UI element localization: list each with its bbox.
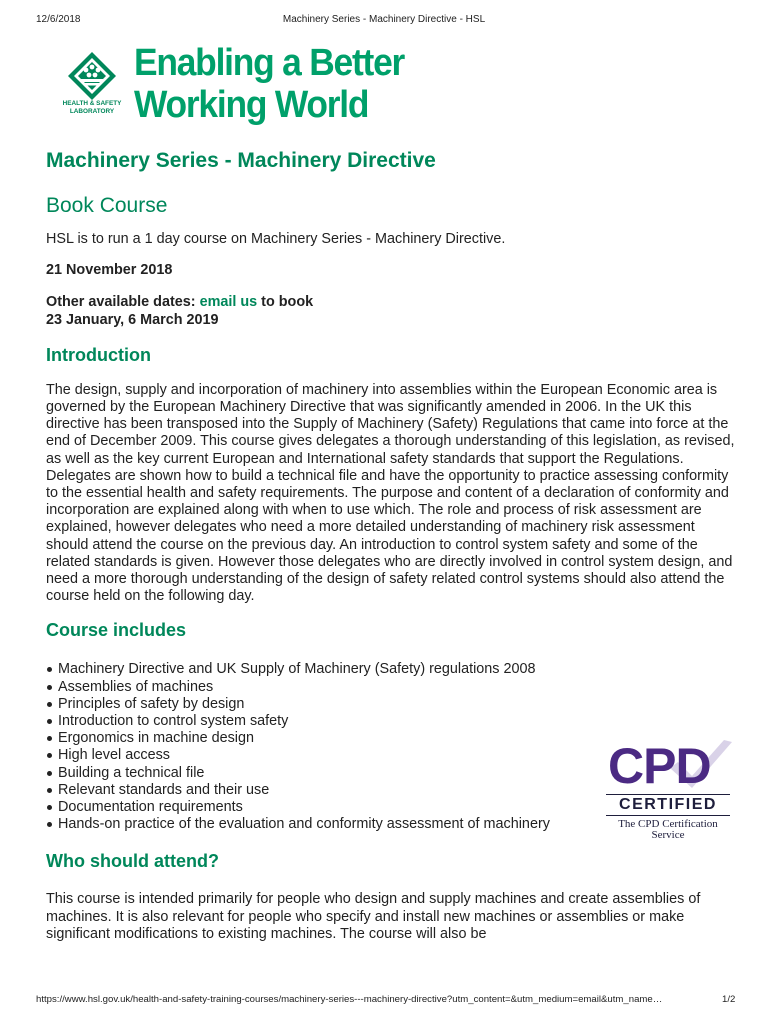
list-item: Documentation requirements: [58, 799, 736, 816]
bullet-icon: [47, 736, 52, 741]
who-should-attend-heading: Who should attend?: [46, 851, 219, 872]
who-should-attend-body: This course is intended primarily for people who design and supply machines and create assemblies of machines. It is also relevant for people who specify and install new machines or assemblies or make significant modifications to existing machines. The course will also be: [46, 891, 701, 942]
bullet-icon: [47, 667, 52, 672]
hsl-diamond-logo-icon: [66, 50, 118, 100]
list-item: Principles of safety by design: [58, 696, 736, 713]
other-dates-suffix: to book: [261, 294, 314, 311]
bullet-icon: [47, 753, 52, 758]
cpd-certified-badge: [600, 738, 740, 848]
page-title: Machinery Series - Machinery Directive: [46, 149, 436, 172]
cpd-service-line-2: Service: [651, 829, 685, 841]
course-date: 21 November 2018: [46, 262, 173, 279]
bullet-icon: [47, 788, 52, 793]
page-subtitle: Book Course: [46, 194, 168, 217]
course-includes-heading: Course includes: [46, 620, 187, 641]
bullet-icon: [47, 719, 52, 724]
bullet-icon: [47, 805, 52, 810]
print-date: 12/6/2018: [36, 14, 81, 25]
list-item: High level access: [58, 747, 736, 764]
other-dates-label: Other available dates:: [46, 294, 196, 311]
bullet-icon: [47, 702, 52, 707]
page-number: 1/2: [722, 994, 736, 1005]
hsl-logo[interactable]: [52, 44, 136, 124]
bullet-icon: [47, 771, 52, 776]
list-item: Machinery Directive and UK Supply of Machinery (Safety) regulations 2008: [58, 661, 736, 678]
list-item: Assemblies of machines: [58, 679, 736, 696]
cpd-letters: CPD: [608, 738, 711, 794]
cpd-certified-label: CERTIFIED: [606, 794, 730, 816]
tagline-line-2: Working World: [134, 84, 369, 126]
tagline: [134, 42, 404, 126]
tagline-line-1: Enabling a Better: [134, 42, 405, 84]
introduction-heading: Introduction: [46, 344, 151, 365]
email-us-link[interactable]: email us: [199, 294, 258, 311]
print-page-title: Machinery Series - Machinery Directive - HSL: [282, 14, 486, 25]
list-item: Building a technical file: [58, 765, 736, 782]
list-item: Relevant standards and their use: [58, 782, 736, 799]
cpd-service-line-1: The CPD Certification: [618, 818, 718, 830]
page-url: https://www.hsl.gov.uk/health-and-safety-training-courses/machinery-series---machinery-directive?utm_content=&utm_medium=email&utm_name…: [36, 994, 663, 1005]
intro-line: HSL is to run a 1 day course on Machinery Series - Machinery Directive.: [46, 231, 506, 247]
list-item: Ergonomics in machine design: [58, 730, 736, 747]
other-dates: [46, 294, 736, 328]
introduction-body: The design, supply and incorporation of machinery into assemblies within the European Economic area is governed by the European Machinery Directive that was significantly amended in 2006. In the UK this directive has been transposed into the Supply of Machinery (Safety) Regulations that came into force at the end of December 2009. This course gives delegates a thorough understanding of this legislation, as revised, as well as the key current European and International safety standards that support the Regulations. Delegates are shown how to build a technical file and have the opportunity to practice assessing conformity to the essential health and safety requirements. The purpose and content of a declaration of conformity and incorporation are explained along with when to use which. The role and process of risk assessment are explained, however delegates who need a more detailed understanding of machinery risk assessment should attend the course on the previous day. An introduction to control system safety and some of the related standards is given. However those delegates who are directly involved in control system design, and need a more thorough understanding of the design of safety related control systems should also attend the course held on the following day.: [46, 381, 735, 605]
bullet-icon: [47, 822, 52, 827]
list-item: Introduction to control system safety: [58, 713, 736, 730]
bullet-icon: [47, 685, 52, 690]
list-item: Hands-on practice of the evaluation and conformity assessment of machinery: [58, 816, 736, 833]
logo-org-name: HEALTH & SAFETY LABORATORY: [62, 100, 122, 115]
other-dates-list: 23 January, 6 March 2019: [46, 311, 219, 328]
